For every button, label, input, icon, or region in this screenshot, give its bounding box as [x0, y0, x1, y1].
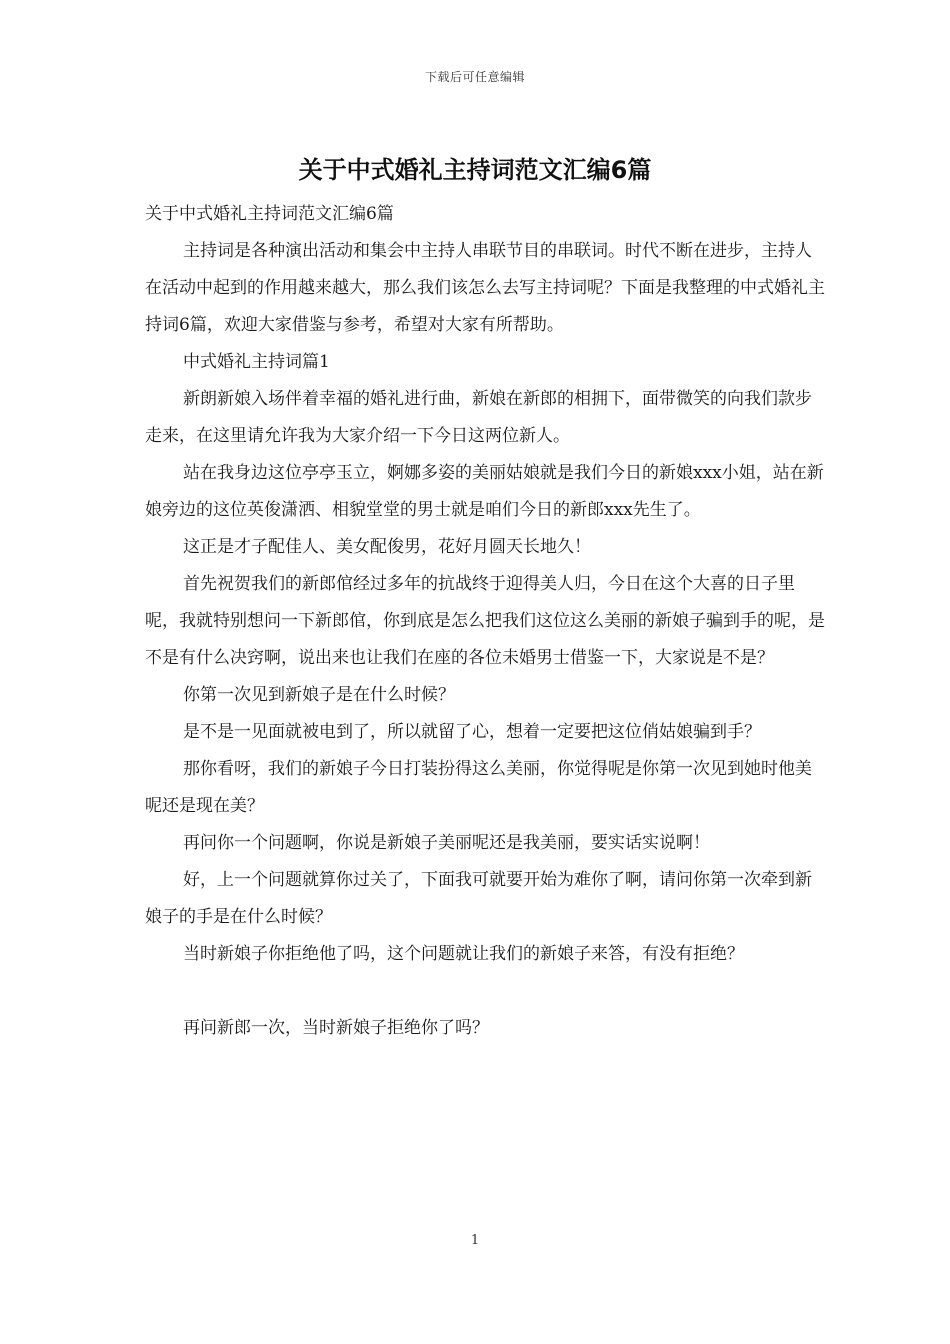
paragraph: 你第一次见到新娘子是在什么时候？ — [183, 685, 455, 705]
paragraph: 这正是才子配佳人、美女配俊男，花好月圆天长地久！ — [183, 537, 591, 557]
paragraph: 是不是一见面就被电到了，所以就留了心，想着一定要把这位俏姑娘骗到手？ — [183, 722, 761, 742]
paragraph: 当时新娘子你拒绝他了吗，这个问题就让我们的新娘子来答，有没有拒绝？ — [183, 944, 744, 964]
paragraph: 好，上一个问题就算你过关了，下面我可就要开始为难你了啊，请问你第一次牵到新娘子的手是在什么时候？ — [145, 870, 812, 927]
paragraph-intro: 主持词是各种演出活动和集会中主持人串联节目的串联词。时代不断在进步，主持人在活动中起到的作用越来越大，那么我们该怎么去写主持词呢？下面是我整理的中式婚礼主持词6篇，欢迎大家借鉴与参考，希望对大家有所帮助。 — [145, 241, 825, 335]
paragraph: 新朗新娘入场伴着幸福的婚礼进行曲，新娘在新郎的相拥下，面带微笑的向我们款步走来，在这里请允许我为大家介绍一下今日这两位新人。 — [145, 389, 812, 446]
paragraph: 首先祝贺我们的新郎倌经过多年的抗战终于迎得美人归，今日在这个大喜的日子里呢，我就特别想问一下新郎倌，你到底是怎么把我们这位这么美丽的新娘子骗到手的呢，是不是有什么决窍啊，说出来也让我们在座的各位未婚男士借鉴一下，大家说是不是？ — [145, 574, 825, 668]
document-subtitle: 关于中式婚礼主持词范文汇编6篇 — [145, 204, 394, 224]
paragraph: 站在我身边这位亭亭玉立，婀娜多姿的美丽姑娘就是我们今日的新娘xxx小姐，站在新娘旁边的这位英俊潇洒、相貌堂堂的男士就是咱们今日的新郎xxx先生了。 — [145, 463, 824, 520]
paragraph: 再问你一个问题啊，你说是新娘子美丽呢还是我美丽，要实话实说啊！ — [183, 833, 710, 853]
document-title: 关于中式婚礼主持词范文汇编6篇 — [298, 156, 652, 184]
section-heading: 中式婚礼主持词篇1 — [183, 352, 330, 372]
header-note: 下载后可任意编辑 — [424, 70, 525, 84]
page-number: 1 — [470, 1233, 480, 1248]
document-body — [145, 196, 825, 1047]
paragraph: 再问新郎一次，当时新娘子拒绝你了吗？ — [183, 1018, 489, 1038]
paragraph: 那你看呀，我们的新娘子今日打装扮得这么美丽，你觉得呢是你第一次见到她时他美呢还是现在美？ — [145, 759, 812, 816]
